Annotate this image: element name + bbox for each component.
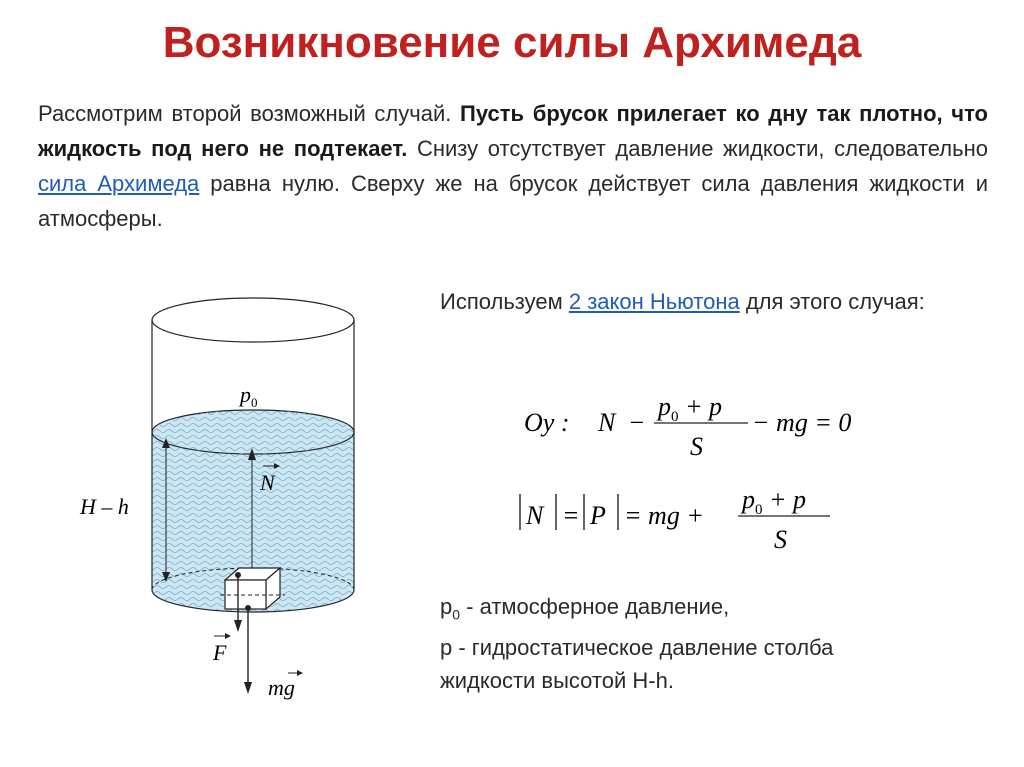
intro-text-2: Снизу отсутствует давление жидкости, следовательно bbox=[407, 136, 988, 161]
newton-text-2: для этого случая: bbox=[739, 289, 925, 314]
svg-text:=: = bbox=[562, 501, 580, 530]
svg-text:p0 + p: $p_0 + p$ bbox=[742, 485, 807, 518]
newton-law-link[interactable]: 2 закон Ньютона bbox=[568, 289, 740, 314]
mg-label: mg bbox=[268, 675, 295, 700]
cylinder-diagram bbox=[70, 290, 370, 710]
svg-text:N: N bbox=[526, 501, 544, 530]
intro-bold-text: Пусть брусок прилегает ко дну так плотно, что жидкость под него не подтекает. bbox=[38, 101, 988, 161]
height-label: H – h bbox=[80, 494, 129, 519]
equation-oy bbox=[520, 385, 880, 465]
svg-text:S: S bbox=[774, 525, 787, 554]
intro-paragraph bbox=[38, 96, 988, 236]
n-label: N bbox=[260, 470, 275, 495]
slide-title: Возникновение силы Архимеда bbox=[162, 18, 862, 67]
svg-text:N: N bbox=[598, 408, 616, 437]
svg-text:S: S bbox=[690, 432, 703, 461]
svg-text:P: P bbox=[590, 501, 606, 530]
svg-text:p0 + p: $p_0 + p$ bbox=[658, 392, 723, 425]
legend bbox=[440, 590, 980, 697]
newton-paragraph bbox=[440, 285, 980, 319]
archimedes-force-link[interactable]: сила Архимеда bbox=[38, 171, 200, 196]
intro-text-3: равна нулю. Сверху же на брусок действует сила давления жидкости и атмосферы. bbox=[38, 171, 989, 231]
cylinder-top-rim bbox=[152, 298, 354, 342]
equation-n-p bbox=[516, 478, 856, 558]
intro-text-1: Рассмотрим второй возможный случай. bbox=[38, 101, 461, 126]
svg-text:−: − bbox=[628, 408, 646, 437]
svg-text:Oy :: Oy : bbox=[524, 408, 570, 437]
f-label: F bbox=[213, 640, 227, 665]
legend-line-2: p - гидростатическое давление столба bbox=[440, 635, 834, 661]
p0-label: $p_0$ bbox=[240, 382, 258, 410]
svg-text:− mg = 0: − mg = 0 bbox=[752, 408, 852, 437]
legend-line-1: $p_0$ - атмосферное давление, bbox=[440, 594, 730, 623]
newton-text-1: Используем bbox=[440, 289, 569, 314]
svg-text:= mg +: = mg + bbox=[624, 501, 704, 530]
legend-line-3: жидкости высотой H-h. bbox=[440, 668, 674, 694]
